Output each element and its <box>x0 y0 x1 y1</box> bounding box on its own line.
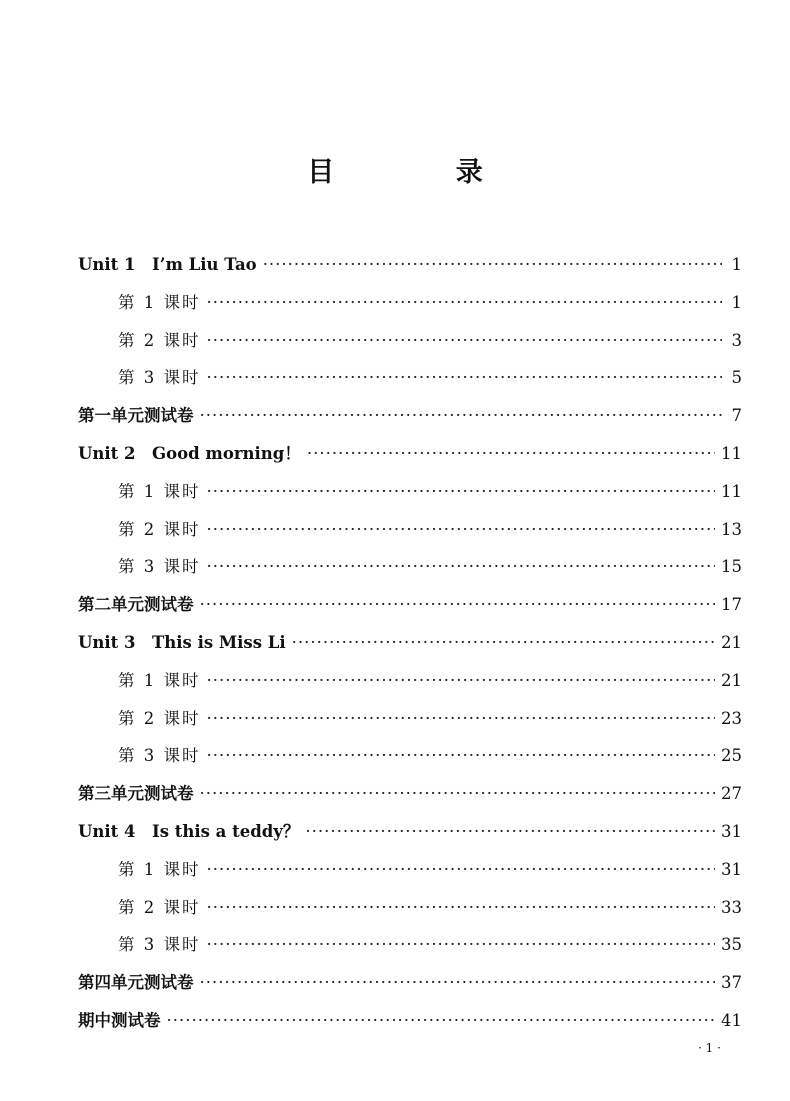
toc-entry-page: 15 <box>721 557 742 577</box>
dot-leader <box>207 926 716 964</box>
dot-leader <box>207 700 716 738</box>
toc-entry-lesson[interactable] <box>78 359 742 397</box>
toc-entry-label: 第 2 课时 <box>118 519 201 539</box>
dot-leader <box>207 889 716 927</box>
toc-entry-page: 7 <box>731 406 742 426</box>
toc-entry-unit-test-1[interactable] <box>78 397 742 435</box>
toc-entry-unit-2[interactable] <box>78 435 742 473</box>
toc-entry-lesson[interactable] <box>78 737 742 775</box>
toc-entry-page: 3 <box>731 330 742 350</box>
toc-entry-page: 17 <box>721 595 742 615</box>
toc-entry-label: 期中测试卷 <box>78 1010 161 1030</box>
toc-entry-unit-3[interactable] <box>78 624 742 662</box>
dot-leader <box>207 473 716 511</box>
page-title: 目 录 <box>307 157 539 188</box>
toc-entry-label: 第 3 课时 <box>118 557 201 577</box>
dot-leader <box>263 246 722 284</box>
toc-entry-label: 第 2 课时 <box>118 330 201 350</box>
toc-entry-label: 第 2 课时 <box>118 897 201 917</box>
toc-entry-label: 第一单元测试卷 <box>78 406 194 426</box>
toc-entry-label: Unit 3 This is Miss Li <box>78 632 286 652</box>
toc-entry-unit-test-3[interactable] <box>78 775 742 813</box>
dot-leader <box>207 322 723 360</box>
dot-leader <box>207 511 716 549</box>
toc-entry-page: 11 <box>721 443 742 463</box>
dot-leader <box>207 662 716 700</box>
toc-entry-lesson[interactable] <box>78 662 742 700</box>
toc-entry-lesson[interactable] <box>78 700 742 738</box>
toc-entry-label: 第 1 课时 <box>118 670 201 690</box>
dot-leader <box>200 586 716 624</box>
toc-entry-page: 21 <box>721 670 742 690</box>
toc-entry-page: 35 <box>721 935 742 955</box>
toc-entry-label: 第 3 课时 <box>118 746 201 766</box>
dot-leader <box>207 851 716 889</box>
toc-entry-page: 5 <box>731 368 742 388</box>
toc-entry-label: 第 2 课时 <box>118 708 201 728</box>
toc-entry-label: 第三单元测试卷 <box>78 784 194 804</box>
toc-entry-page: 27 <box>721 784 742 804</box>
toc-entry-lesson[interactable] <box>78 889 742 927</box>
page-number: · 1 · <box>698 1041 721 1055</box>
toc-entry-page: 25 <box>721 746 742 766</box>
toc-entry-label: 第 1 课时 <box>118 481 201 501</box>
toc-entry-page: 13 <box>721 519 742 539</box>
toc-entry-label: Unit 2 Good morning！ <box>78 443 301 463</box>
dot-leader <box>207 359 723 397</box>
toc-entry-label: 第 1 课时 <box>118 859 201 879</box>
toc-entry-unit-test-4[interactable] <box>78 964 742 1002</box>
toc-entry-page: 31 <box>721 859 742 879</box>
dot-leader <box>207 284 723 322</box>
toc-entry-lesson[interactable] <box>78 926 742 964</box>
toc-entry-page: 11 <box>721 481 742 501</box>
dot-leader <box>200 397 723 435</box>
toc-entry-label: 第 3 课时 <box>118 935 201 955</box>
toc-entry-unit-1[interactable] <box>78 246 742 284</box>
toc-entry-lesson[interactable] <box>78 322 742 360</box>
toc-entry-page: 1 <box>731 292 742 312</box>
toc-entry-lesson[interactable] <box>78 284 742 322</box>
dot-leader <box>200 964 716 1002</box>
dot-leader <box>292 624 715 662</box>
toc-entry-lesson[interactable] <box>78 851 742 889</box>
toc-entry-page: 33 <box>721 897 742 917</box>
toc-entry-label: 第 3 课时 <box>118 368 201 388</box>
toc-entry-page: 41 <box>721 1010 742 1030</box>
toc-entry-label: Unit 4 Is this a teddy？ <box>78 821 300 841</box>
toc-entry-label: Unit 1 I’m Liu Tao <box>78 255 257 274</box>
toc-entry-unit-test-2[interactable] <box>78 586 742 624</box>
toc-entry-label: 第二单元测试卷 <box>78 595 194 615</box>
dot-leader <box>307 435 715 473</box>
toc-entry-lesson[interactable] <box>78 473 742 511</box>
dot-leader <box>207 737 716 775</box>
dot-leader <box>200 775 716 813</box>
toc-entry-page: 31 <box>721 821 742 841</box>
toc-entry-page: 1 <box>731 255 742 274</box>
toc-entry-lesson[interactable] <box>78 548 742 586</box>
dot-leader <box>207 548 716 586</box>
toc-entry-label: 第四单元测试卷 <box>78 973 194 993</box>
toc-entry-label: 第 1 课时 <box>118 292 201 312</box>
toc-entry-page: 23 <box>721 708 742 728</box>
toc-entry-page: 21 <box>721 632 742 652</box>
dot-leader <box>305 813 715 851</box>
toc-entry-page: 37 <box>721 973 742 993</box>
toc-entry-unit-4[interactable] <box>78 813 742 851</box>
table-of-contents <box>78 246 742 1040</box>
toc-entry-lesson[interactable] <box>78 511 742 549</box>
dot-leader <box>167 1002 716 1040</box>
toc-entry-midterm-test[interactable] <box>78 1002 742 1040</box>
